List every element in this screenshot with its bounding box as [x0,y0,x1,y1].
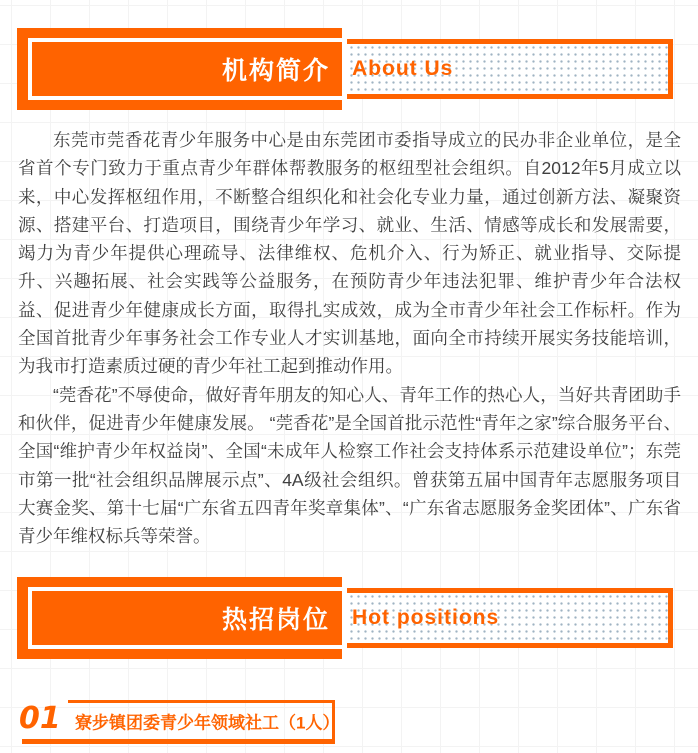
job-box-border-bottom [22,739,335,744]
job-number: 01 [19,701,61,736]
job-box-border-top [68,700,335,703]
jobs-banner-title-cn: 热招岗位 [221,606,330,634]
about-content [18,126,681,549]
about-banner-title-cn: 机构简介 [221,57,330,85]
about-section-banner [17,28,673,110]
job-list-item [19,700,340,744]
about-paragraph-2: “莞香花”不辱使命，做好青年朋友的知心人、青年工作的热心人，当好共青团助手和伙伴，促进青少年健康发展。 “莞香花”是全国首批示范性“青年之家”综合服务平台、全国“维护青少年权益岗”、全国“未成年人检察工作社会支持体系示范建设单位”；东莞市第一批“社会组织品牌展示点”、4A级社会组织。曾获第五届中国青年志愿服务项目大赛金奖、第十七届“广东省五四青年奖章集体”、“广东省志愿服务金奖团体”、广东省青少年维权标兵等荣誉。 [18,384,681,547]
about-paragraph-1: 东莞市莞香花青少年服务中心是由东莞团市委指导成立的民办非企业单位，是全省首个专门致力于重点青少年群体帮教服务的枢纽型社会组织。自2012年5月成立以来，中心发挥枢纽作用，不断整合组织化和社会化专业力量，通过创新方法、凝聚资源、搭建平台、打造项目，围绕青少年学习、就业、生活、情感等成长和发展需要，竭力为青少年提供心理疏导、法律维权、危机介入、行为矫正、就业指导、交际提升、兴趣拓展、社会实践等公益服务，在预防青少年违法犯罪、维护青少年合法权益、促进青少年健康成长方面，取得扎实成效，成为全市青少年社会工作标杆。作为全国首批青少年事务社会工作专业人才实训基地，面向全市持续开展实务技能培训，为我市打造素质过硬的青少年社工起到推动作用。 [18,130,681,377]
about-banner-orange-block [17,28,347,110]
jobs-section-banner [17,577,673,659]
job-title: 寮步镇团委青少年领域社工（1人） [75,713,340,733]
jobs-banner-orange-block [17,577,347,659]
jobs-banner-title-en: Hot positions [352,606,500,629]
about-banner-title-en: About Us [352,57,454,80]
